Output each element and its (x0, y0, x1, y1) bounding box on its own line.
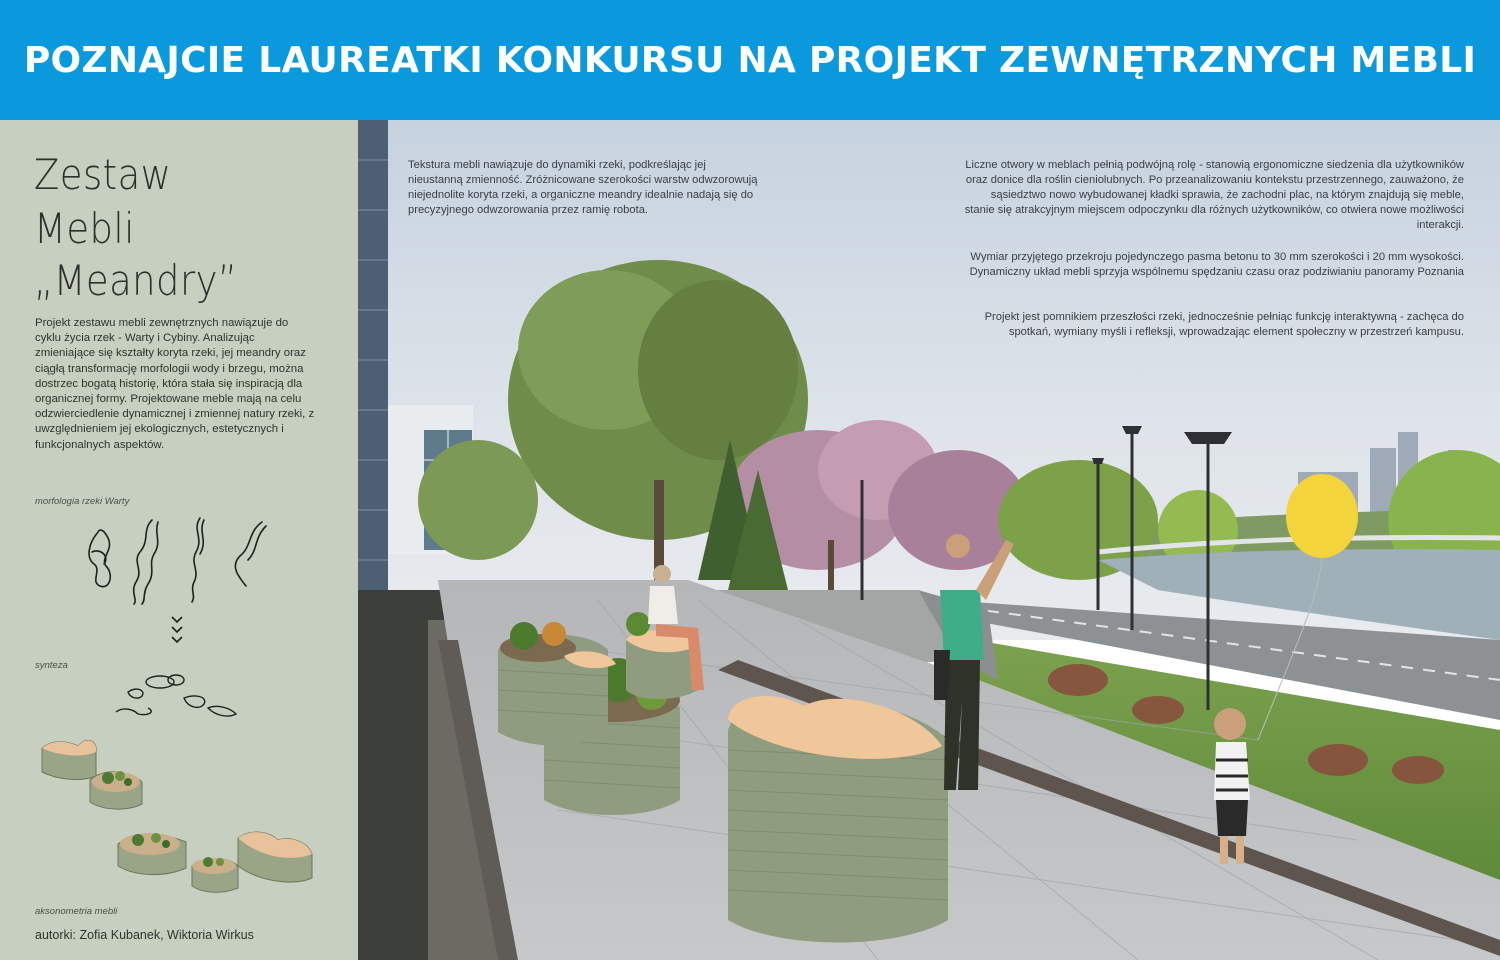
synthesis-sketch (108, 668, 244, 720)
visualization-scene (358, 120, 1500, 960)
description-dimensions: Wymiar przyjętego przekroju pojedynczego pasma betonu to 30 mm szerokości i 20 mm wysokości. Dynamiczny układ mebli sprzyja wspólnemu spędzaniu czasu oraz podziwianiu panoramy Poznania (969, 251, 1464, 278)
river-morphology-sketches (80, 512, 280, 608)
caption-synthesis: synteza (35, 660, 68, 671)
project-title-line-1: Zestaw (34, 150, 172, 199)
header-banner (0, 0, 1500, 120)
authors-credit: autorki: Zofia Kubanek, Wiktoria Wirkus (35, 928, 254, 942)
meander-bench-large (728, 696, 948, 943)
description-openings: Liczne otwory w meblach pełnią podwójną rolę - stanowią ergonomiczne siedzenia dla użytkowników oraz donice dla roślin cieniolubnych. Po przeanalizowaniu kontekstu przestrzennego, zauważono, że sąsiedztwo nowo wybudowanej kładki sprawia, że zachodni plac, na którym znajdują się meble, stanie się atrakcyjnym miejscem odpoczynku dla różnych użytkowników, co otwiera nowe możliwości interakcji. (964, 159, 1464, 231)
chevron-down-icon (170, 615, 184, 645)
project-title-line-3: „Meandry” (34, 256, 238, 305)
caption-axonometry: aksonometria mebli (35, 906, 118, 917)
caption-river-morphology: morfologia rzeki Warty (35, 496, 130, 507)
banner-title: POZNAJCIE LAUREATKI KONKURSU NA PROJEKT ZEWNĘTRZNYCH MEBLI (23, 39, 1477, 81)
scene-illustration (358, 120, 1500, 960)
project-title-line-2: Mebli (34, 204, 135, 253)
furniture-axonometry (38, 732, 322, 902)
description-texture: Tekstura mebli nawiązuje do dynamiki rzeki, podkreślając jej nieustanną zmienność. Zróżnicowane szerokości warstw odwzorowują niejednolite koryta rzeki, a organiczne meandry idealnie nadają się do precyzyjnego odwzorowania przez ramię robota. (408, 159, 758, 216)
description-monument: Projekt jest pomnikiem przeszłości rzeki, jednocześnie pełniąc funkcję interaktywną - zachęca do spotkań, wymiany myśli i refleksji, wprowadzając element społeczny w przestrzeń kampusu. (984, 311, 1464, 338)
info-panel (0, 120, 358, 960)
project-description: Projekt zestawu mebli zewnętrznych nawiązuje do cyklu życia rzek - Warty i Cybiny. Analizując zmieniające się kształty koryta rzeki, jej meandry oraz ciągłą transformację morfologii wody i brzegu, można dostrzec bogatą historię, która stała się inspiracją dla organicznej formy. Projektowane meble mają na celu odzwierciedlenie dynamicznej i zmiennej natury rzeki, z uwzględnieniem jej ekologicznych, estetycznych i funkcjonalnych aspektów. (35, 317, 315, 451)
